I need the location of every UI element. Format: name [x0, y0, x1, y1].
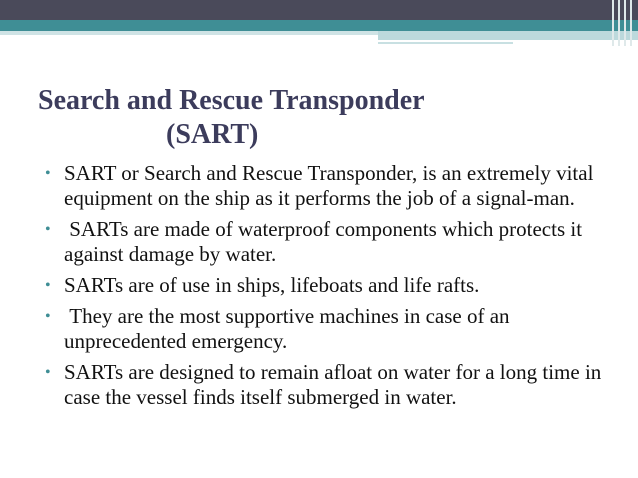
header-stripe — [624, 0, 626, 46]
bullet-dot-icon: • — [45, 165, 51, 182]
bullet-item — [44, 161, 604, 211]
bullet-item — [44, 217, 604, 267]
bullet-item — [44, 360, 604, 410]
header-stripe — [630, 0, 632, 46]
bullet-text: SARTs are designed to remain afloat on water for a long time in case the vessel finds itself submerged in water. — [64, 360, 602, 409]
bullet-text: SARTs are of use in ships, lifeboats and life rafts. — [64, 273, 480, 297]
title-line-1: Search and Rescue Transponder — [38, 85, 425, 116]
bullet-text: SART or Search and Rescue Transponder, is an extremely vital equipment on the ship as it performs the job of a signal-man. — [64, 161, 594, 210]
bullet-dot-icon: • — [45, 221, 51, 238]
header-stripe — [612, 0, 614, 46]
header-stripe — [618, 0, 620, 46]
header-right-block — [378, 31, 638, 40]
bullet-text: SARTs are made of waterproof components which protects it against damage by water. — [64, 217, 588, 266]
bullet-list — [44, 161, 604, 416]
header-dark-band — [0, 0, 638, 20]
header-teal-band — [0, 20, 638, 31]
bullet-text: They are the most supportive machines in case of an unprecedented emergency. — [64, 304, 515, 353]
title-line-2: (SART) — [166, 119, 259, 150]
bullet-dot-icon: • — [45, 277, 51, 294]
bullet-item — [44, 304, 604, 354]
header-right-line — [378, 42, 513, 44]
slide-title — [38, 84, 598, 152]
bullet-dot-icon: • — [45, 364, 51, 381]
bullet-dot-icon: • — [45, 308, 51, 325]
bullet-item — [44, 273, 604, 298]
